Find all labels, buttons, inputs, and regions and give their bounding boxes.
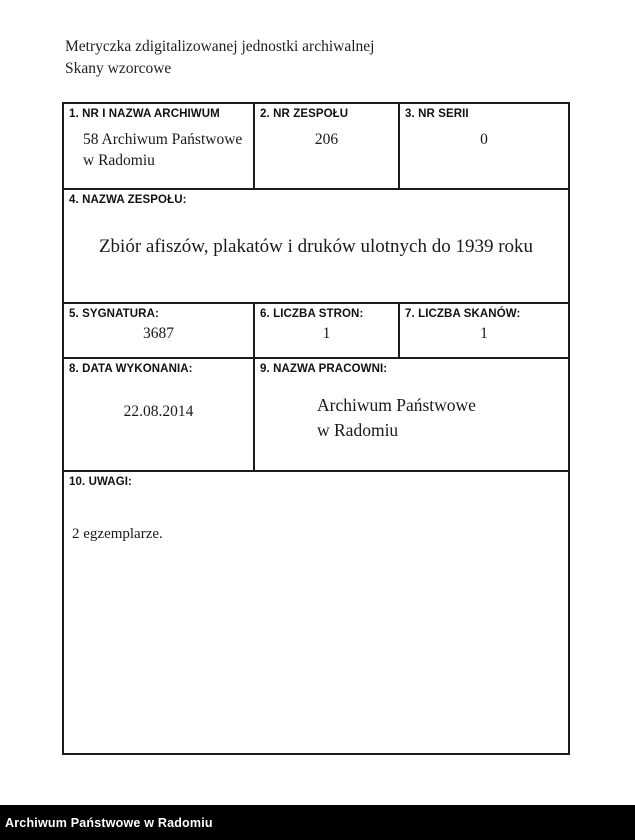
field-label-signature: 5. SYGNATURA: [69, 308, 159, 320]
field-value-archive-line1: 58 Archiwum Państwowe [83, 131, 243, 148]
table-row-remarks [64, 472, 568, 753]
cell-page-count [255, 304, 400, 357]
field-value-archive [83, 129, 253, 171]
field-label-workshop-name: 9. NAZWA PRACOWNI: [260, 363, 388, 375]
field-value-workshop-name [317, 393, 568, 443]
field-value-fond-name: Zbiór afiszów, plakatów i druków ulotnych do 1939 roku [98, 236, 534, 257]
cell-fond-number [255, 104, 400, 188]
cell-execution-date [64, 359, 255, 470]
field-label-execution-date: 8. DATA WYKONANIA: [69, 363, 193, 375]
field-label-page-count: 6. LICZBA STRON: [260, 308, 364, 320]
field-value-series-number: 0 [480, 131, 488, 148]
cell-workshop-name [255, 359, 568, 470]
document-header [65, 36, 374, 80]
field-value-workshop-line2: w Radomiu [317, 420, 399, 440]
cell-scan-count [400, 304, 568, 357]
field-value-workshop-line1: Archiwum Państwowe [317, 395, 476, 415]
field-value-archive-line2: w Radomiu [83, 152, 155, 169]
field-label-fond-name: 4. NAZWA ZESPOŁU: [69, 194, 187, 206]
field-value-signature: 3687 [143, 325, 174, 342]
table-row-date-workshop [64, 359, 568, 472]
document-title: Metryczka zdigitalizowanej jednostki archiwalnej [65, 38, 375, 55]
field-value-remarks: 2 egzemplarze. [72, 526, 163, 542]
metadata-table [62, 102, 570, 755]
cell-fond-name [64, 190, 568, 302]
field-label-scan-count: 7. LICZBA SKANÓW: [405, 308, 521, 320]
field-label-series-number: 3. NR SERII [405, 108, 469, 120]
table-row-archive-fond-series [64, 104, 568, 190]
field-value-execution-date: 22.08.2014 [123, 403, 194, 420]
field-label-archive: 1. NR I NAZWA ARCHIWUM [69, 108, 220, 120]
cell-series-number [400, 104, 568, 188]
footer-bar [0, 805, 635, 840]
field-value-fond-number: 206 [314, 131, 339, 148]
field-value-scan-count: 1 [480, 325, 488, 342]
cell-archive-number-name [64, 104, 255, 188]
field-value-page-count: 1 [322, 325, 331, 342]
document-subtitle: Skany wzorcowe [65, 60, 172, 77]
table-row-signature-pages-scans [64, 304, 568, 359]
cell-remarks [64, 472, 568, 753]
table-row-fond-name [64, 190, 568, 304]
field-label-fond-number: 2. NR ZESPOŁU [260, 108, 349, 120]
cell-signature [64, 304, 255, 357]
footer-text: Archiwum Państwowe w Radomiu [5, 815, 213, 830]
field-label-remarks: 10. UWAGI: [69, 476, 132, 488]
